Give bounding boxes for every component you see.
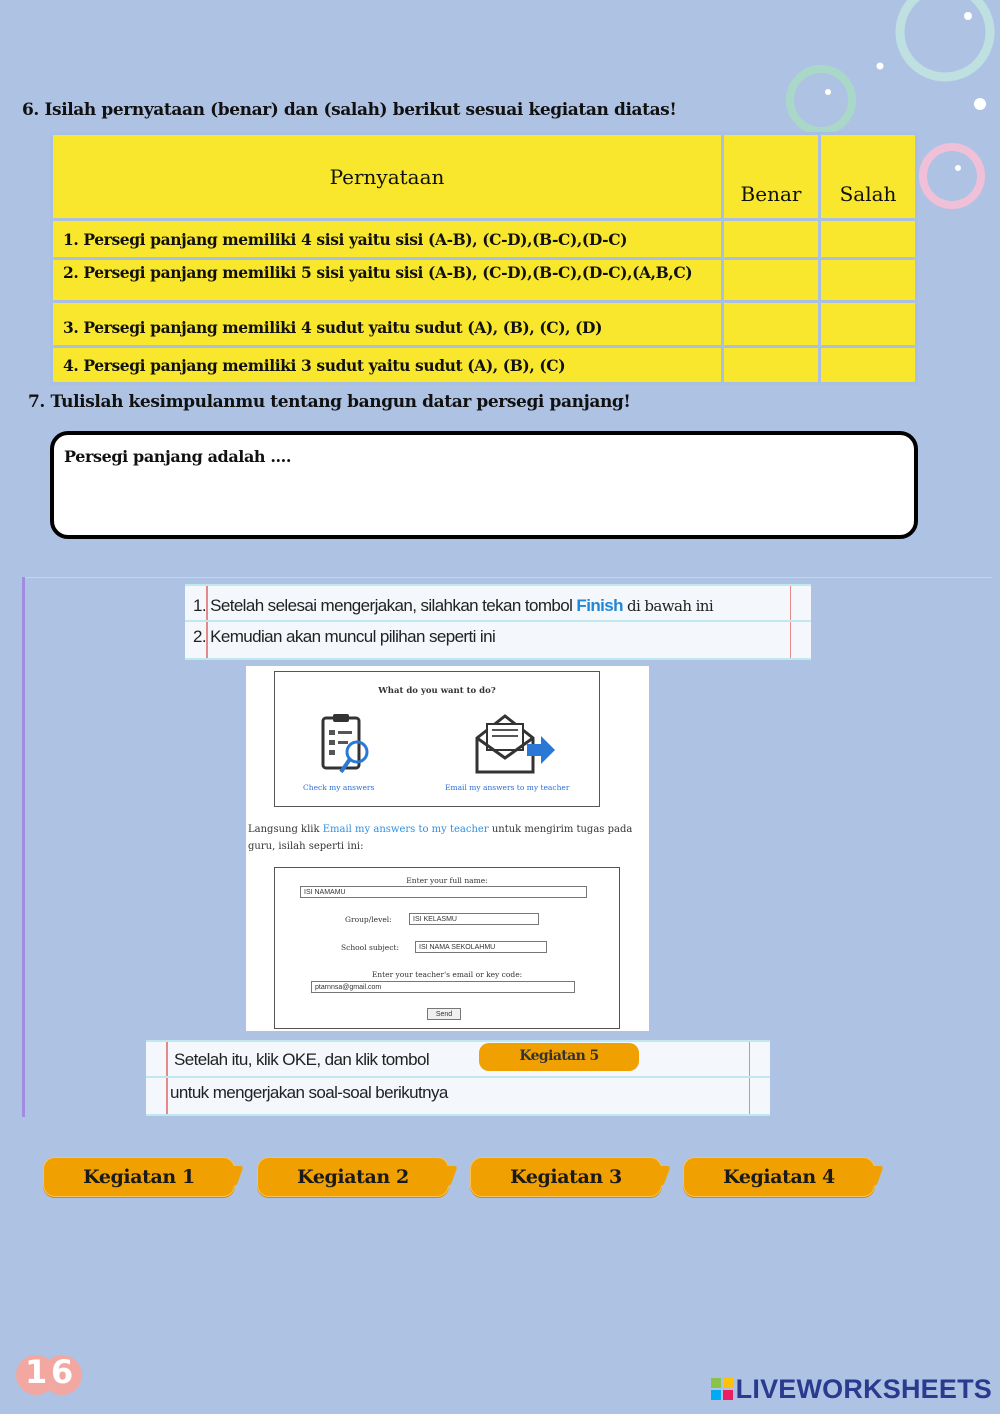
kegiatan-4-button[interactable]: Kegiatan 4 <box>683 1157 875 1197</box>
step-1: 1. Setelah selesai mengerjakan, silahkan tekan tombol Finish di bawah ini <box>193 596 714 615</box>
screenshot-description: Langsung klik Email my answers to my teacher untuk mengirim tugas pada guru, isilah seperti ini: <box>248 824 633 852</box>
email-send-icon <box>471 712 559 776</box>
benar-cell-2[interactable] <box>723 259 820 302</box>
kegiatan-2-button[interactable]: Kegiatan 2 <box>257 1157 449 1197</box>
page-digit-2: 6 <box>51 1353 74 1391</box>
full-name-field[interactable]: ISI NAMAMU <box>300 886 587 898</box>
page-number <box>16 1355 82 1395</box>
email-answers-option[interactable]: Email my answers to my teacher <box>445 783 570 792</box>
conclusion-answer-box[interactable] <box>50 431 918 539</box>
dialog-prompt: What do you want to do? <box>378 686 496 696</box>
liveworksheets-icon <box>711 1376 733 1398</box>
salah-cell-2[interactable] <box>820 259 917 302</box>
liveworksheets-logo <box>711 1374 992 1405</box>
instruction-screenshot <box>246 666 649 1031</box>
clipboard-search-icon <box>319 712 375 776</box>
page-digit-1: 1 <box>25 1353 48 1391</box>
statement-3: 3. Persegi panjang memiliki 4 sudut yaitu sudut (A), (B), (C), (D) <box>52 302 723 347</box>
instruction-steps <box>185 584 811 660</box>
question-6-title: 6. Isilah pernyataan (benar) dan (salah) berikut sesuai kegiatan diatas! <box>22 100 677 120</box>
email-field[interactable]: ptarnnsa@gmail.com <box>311 981 575 993</box>
email-label: Enter your teacher's email or key code: <box>371 970 523 979</box>
choice-dialog <box>274 671 600 807</box>
kegiatan-1-button[interactable]: Kegiatan 1 <box>43 1157 235 1197</box>
final-line-1: Setelah itu, klik OKE, dan klik tombol <box>174 1050 429 1069</box>
salah-cell-4[interactable] <box>820 347 917 384</box>
statement-table <box>50 132 918 385</box>
header-benar: Benar <box>723 134 820 220</box>
section-divider <box>22 577 992 578</box>
subject-label: School subject: <box>341 943 399 952</box>
benar-cell-4[interactable] <box>723 347 820 384</box>
header-salah: Salah <box>820 134 917 220</box>
kegiatan-5-button-image: Kegiatan 5 <box>479 1043 639 1071</box>
full-name-label: Enter your full name: <box>406 876 488 885</box>
send-button[interactable]: Send <box>427 1008 461 1020</box>
kegiatan-3-button[interactable]: Kegiatan 3 <box>470 1157 662 1197</box>
step-2: 2. Kemudian akan muncul pilihan seperti ini <box>193 627 496 646</box>
check-answers-option[interactable]: Check my answers <box>303 783 375 792</box>
statement-1: 1. Persegi panjang memiliki 4 sisi yaitu sisi (A-B), (C-D),(B-C),(D-C) <box>52 220 723 259</box>
subject-field[interactable]: ISI NAMA SEKOLAHMU <box>415 941 547 953</box>
group-label: Group/level: <box>345 915 392 924</box>
question-7-title: 7. Tulislah kesimpulanmu tentang bangun datar persegi panjang! <box>28 392 631 412</box>
finish-keyword: Finish <box>576 596 623 615</box>
final-line-2: untuk mengerjakan soal-soal berikutnya <box>170 1083 448 1102</box>
brand-name: LIVEWORKSHEETS <box>735 1374 992 1404</box>
benar-cell-1[interactable] <box>723 220 820 259</box>
statement-4: 4. Persegi panjang memiliki 3 sudut yaitu sudut (A), (B), (C) <box>52 347 723 384</box>
panel-border <box>22 577 25 1117</box>
email-form <box>274 867 620 1029</box>
statement-2: 2. Persegi panjang memiliki 5 sisi yaitu sisi (A-B), (C-D),(B-C),(D-C),(A,B,C) <box>52 259 723 302</box>
final-instruction <box>146 1040 770 1116</box>
conclusion-text: Persegi panjang adalah .... <box>64 447 292 466</box>
header-pernyataan: Pernyataan <box>52 134 723 220</box>
salah-cell-3[interactable] <box>820 302 917 347</box>
benar-cell-3[interactable] <box>723 302 820 347</box>
group-field[interactable]: ISI KELASMU <box>409 913 539 925</box>
salah-cell-1[interactable] <box>820 220 917 259</box>
